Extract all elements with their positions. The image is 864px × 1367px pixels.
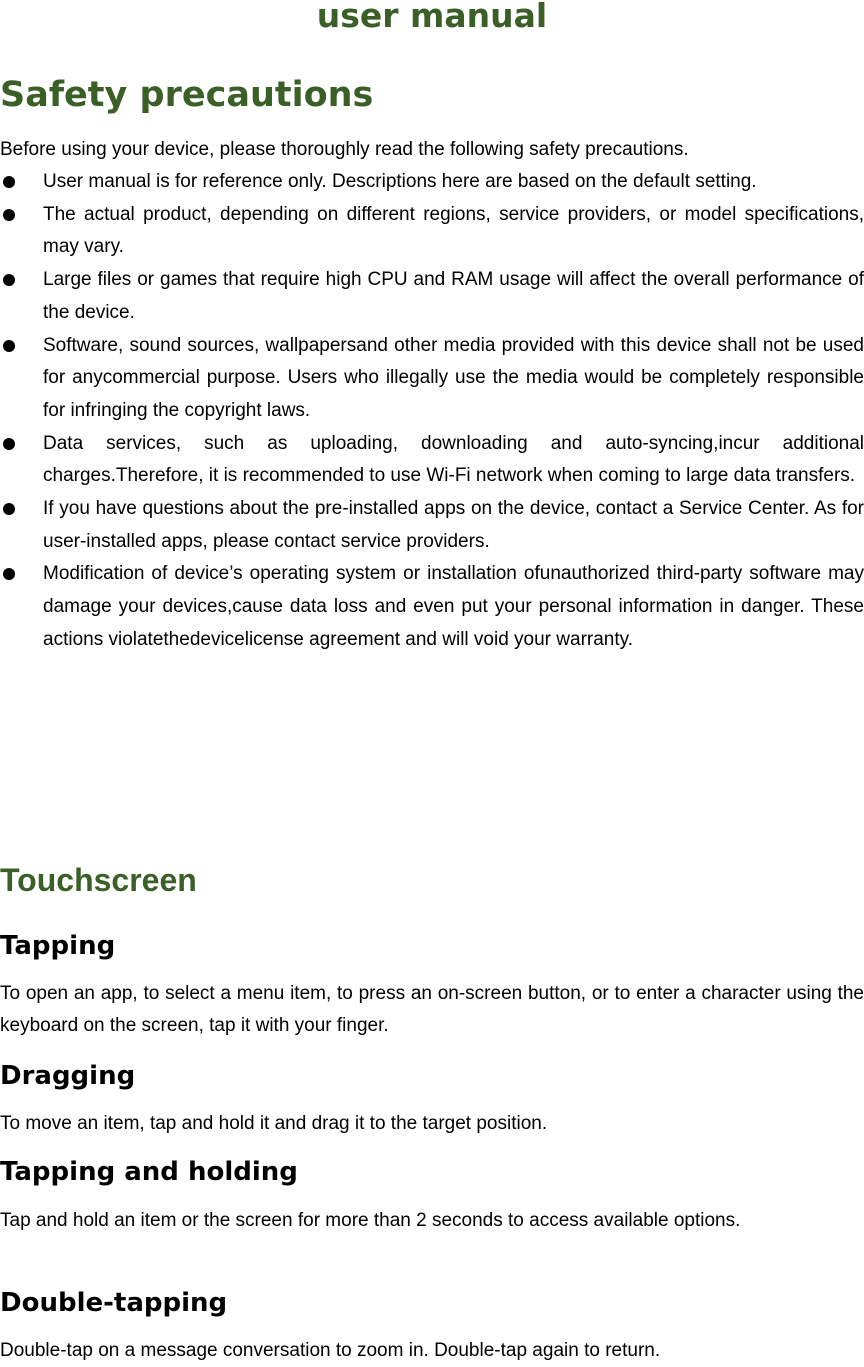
safety-precautions-heading: Safety precautions	[0, 75, 374, 115]
tapping-heading: Tapping	[0, 931, 116, 961]
tapping-and-holding-description: Tap and hold an item or the screen for more than 2 seconds to access available options.	[0, 1210, 741, 1231]
document-title: user manual	[316, 0, 548, 35]
safety-bullet-text: Modification of device’s operating system or installation ofunauthorized third-party software may damage your devices,cause data loss and even put your personal information in danger. These actions violatethedevicelicense agreement and will void your warranty.	[43, 563, 864, 650]
bullet-dot-icon	[3, 438, 15, 450]
double-tapping-description: Double-tap on a message conversation to zoom in. Double-tap again to return.	[0, 1340, 661, 1361]
safety-bullet-text: User manual is for reference only. Descriptions here are based on the default setting.	[43, 171, 757, 192]
safety-bullet-text: Data services, such as uploading, downloading and auto-syncing,incur additional charges.Therefore, it is recommended to use Wi-Fi network when coming to large data transfers.	[43, 432, 864, 487]
bullet-dot-icon	[3, 274, 15, 286]
safety-bullet-list	[0, 166, 864, 657]
bullet-dot-icon	[3, 503, 15, 515]
safety-bullet-item	[0, 166, 864, 199]
double-tapping-heading: Double-tapping	[0, 1288, 228, 1318]
safety-bullet-text: Software, sound sources, wallpapersand other media provided with this device shall not be used for anycommercial purpose. Users who illegally use the media would be completely responsible for infringing the copyright laws.	[43, 334, 864, 421]
safety-bullet-text: Large files or games that require high CPU and RAM usage will affect the overall performance of the device.	[43, 269, 864, 323]
safety-intro: Before using your device, please thoroughly read the following safety precautions.	[0, 139, 689, 160]
dragging-heading: Dragging	[0, 1061, 136, 1091]
safety-bullet-item	[0, 428, 864, 493]
bullet-dot-icon	[3, 340, 15, 352]
tapping-and-holding-heading: Tapping and holding	[0, 1157, 298, 1187]
safety-bullet-item	[0, 493, 864, 558]
bullet-dot-icon	[3, 209, 15, 221]
safety-bullet-text: The actual product, depending on different regions, service providers, or model specifications, may vary.	[43, 203, 864, 258]
safety-bullet-item	[0, 558, 864, 656]
dragging-description: To move an item, tap and hold it and drag it to the target position.	[0, 1113, 548, 1134]
safety-bullet-text: If you have questions about the pre-installed apps on the device, contact a Service Center. As for user-installed apps, please contact service providers.	[43, 498, 864, 552]
tapping-description: To open an app, to select a menu item, to press an on-screen button, or to enter a character using the keyboard on the screen, tap it with your finger.	[0, 983, 864, 1036]
safety-bullet-item	[0, 330, 864, 428]
safety-bullet-item	[0, 264, 864, 329]
bullet-dot-icon	[3, 568, 15, 580]
bullet-dot-icon	[3, 176, 15, 188]
touchscreen-heading: Touchscreen	[0, 862, 197, 898]
safety-bullet-item	[0, 199, 864, 264]
